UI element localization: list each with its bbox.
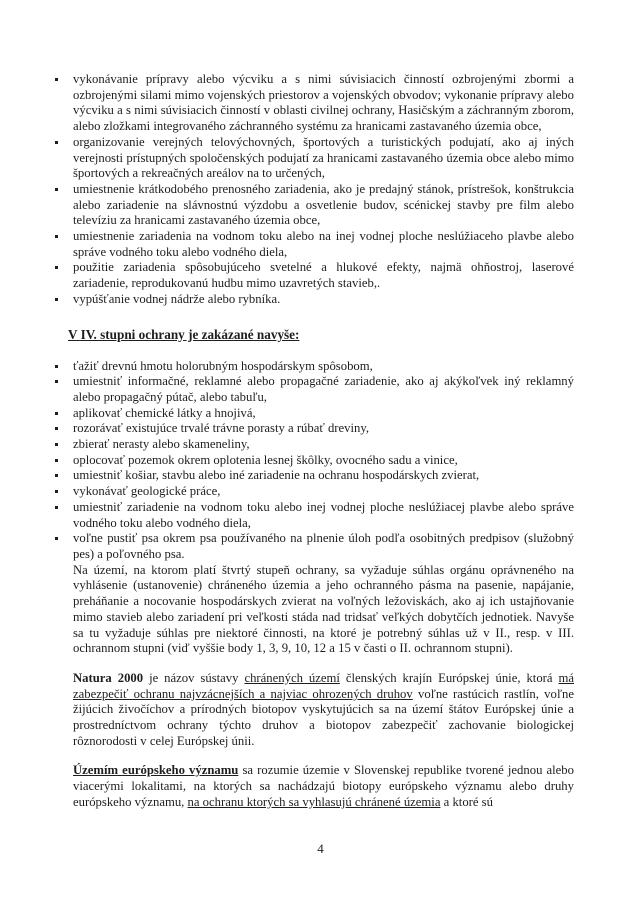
text-run: vypúšťanie vodnej nádrže alebo rybníka. bbox=[73, 291, 281, 306]
bullet-icon bbox=[55, 365, 58, 368]
list-item-text bbox=[73, 468, 479, 482]
list-item-text bbox=[73, 500, 574, 530]
list-item-text bbox=[73, 72, 574, 133]
text-run: zbierať nerasty alebo skameneliny, bbox=[73, 437, 250, 452]
list-item-text bbox=[73, 359, 373, 373]
list-item bbox=[73, 182, 574, 229]
text-run: umiestniť košiar, stavbu alebo iné zariadenie na ochranu hospodárskych zvierat, bbox=[73, 468, 480, 483]
text-run: Na území, na ktorom platí štvrtý stupeň ochrany, sa vyžaduje súhlas orgánu oprávneného na vyhlásenie (ustanovenie) chráneného územia a jeho ochranného pásma na pasenie, napájanie, preháňanie a nocovanie hospodárskych zvierat na voľných ležoviskách, ako aj ich ustajňovanie mimo stavieb alebo zariadení pri veľkosti stáda nad tridsať veľkých dobytčích jednotiek. Navyše sa tu vyžaduje súhlas pre niektoré činnosti, na ktoré je potrebný súhlas už v II., resp. v III. ochrannom stupni (viď vyššie body 1, 3, 9, 10, 12 a 15 v časti o II. ochrannom stupni). bbox=[73, 562, 574, 656]
list-item-text bbox=[73, 437, 250, 451]
list-item bbox=[73, 453, 574, 469]
list-item bbox=[73, 531, 574, 562]
list-item bbox=[73, 260, 574, 291]
bullet-icon bbox=[55, 141, 58, 144]
text-run: má zabezpečiť ochranu najvzácnejších a najviac ohrozených druhov bbox=[73, 670, 575, 701]
paragraph bbox=[73, 763, 574, 810]
list-item bbox=[73, 437, 574, 453]
text-run: umiestnenie zariadenia na vodnom toku alebo na inej vodnej ploche neslúžiaceho plavbe alebo správe vodného toku alebo vodného diela, bbox=[73, 229, 574, 259]
list-item bbox=[73, 72, 574, 135]
text-run: členských krajín Európskej únie, ktorá bbox=[339, 670, 559, 685]
list-item bbox=[73, 135, 574, 182]
text-run: rozorávať existujúce trvalé trávne porasty a rúbať dreviny, bbox=[73, 421, 370, 436]
page-number: 4 bbox=[317, 841, 324, 856]
bullet-icon bbox=[55, 443, 58, 446]
text-run: na ochranu ktorých sa vyhlasujú chránené územia bbox=[187, 794, 441, 809]
list-item-text bbox=[73, 182, 574, 227]
list-item bbox=[73, 500, 574, 531]
text-run: sa rozumie územie v Slovenskej republike tvorené jednou alebo viacerými lokalitami, na ktorých sa nachádzajú biotopy európskeho významu alebo druhy európskeho významu, bbox=[73, 763, 574, 809]
list-item-text bbox=[73, 406, 256, 420]
section-heading bbox=[68, 327, 574, 343]
text-run: a ktoré sú bbox=[440, 794, 493, 809]
text-run: chránených území bbox=[244, 670, 340, 685]
text-run: organizovanie verejných telovýchovných, športových a turistických podujatí, ako aj iných verejnosti prístupných spoločenských podujatí za hranicami zastavaného územia obce alebo mimo športových a rekreačných areálov na to určených, bbox=[73, 134, 574, 181]
list-item bbox=[73, 468, 574, 484]
bullet-list bbox=[73, 359, 574, 563]
text-run: aplikovať chemické látky a hnojivá, bbox=[73, 405, 256, 420]
paragraph bbox=[73, 671, 574, 750]
paragraph bbox=[73, 563, 574, 657]
text-run: umiestniť informačné, reklamné alebo propagačné zariadenie, ako aj akýkoľvek iný reklamný alebo propagačný pútač, alebo tabuľu, bbox=[73, 374, 574, 404]
bullet-icon bbox=[55, 78, 58, 81]
list-item bbox=[73, 406, 574, 422]
list-item-text bbox=[73, 229, 574, 259]
bullet-icon bbox=[55, 490, 58, 493]
list-item-text bbox=[73, 292, 280, 306]
text-run: vykonávanie prípravy alebo výcviku a s nimi súvisiacich činností ozbrojenými zbormi a ozbrojenými silami mimo vojenských priestorov a vojenských obvodov; vykonanie prípravy alebo výcviku a s nimi súvisiacich činností v oblasti civilnej ochrany, Hasičským a záchranným zborom, alebo zložkami integrovaného záchranného systému za hranicami zastavaného územia obce, bbox=[73, 72, 574, 134]
bullet-icon bbox=[55, 188, 58, 191]
list-item-text bbox=[73, 484, 220, 498]
bullet-icon bbox=[55, 412, 58, 415]
list-item-text bbox=[73, 453, 458, 467]
list-item-text bbox=[73, 135, 574, 180]
bullet-icon bbox=[55, 459, 58, 462]
bullet-icon bbox=[55, 298, 58, 301]
list-item bbox=[73, 421, 574, 437]
bullet-icon bbox=[55, 506, 58, 509]
text-run: použitie zariadenia spôsobujúceho svetelné a hlukové efekty, najmä ohňostroj, laserové zariadenie, reprodukovanú hudbu mimo uzavretých stavieb,. bbox=[73, 260, 574, 291]
bullet-icon bbox=[55, 266, 58, 269]
text-run: umiestnenie krátkodobého prenosného zariadenia, ako je predajný stánok, prístrešok, konštrukcia alebo zariadenie na slávnostnú výzdobu a osvetlenie budov, scénickej stavby pre film alebo televíziu za hranicami zastavaného územia obce, bbox=[73, 181, 574, 228]
bullet-icon bbox=[55, 474, 58, 477]
text-run: vykonávať geologické práce, bbox=[73, 484, 221, 499]
list-item-text bbox=[73, 531, 574, 561]
text-run: oplocovať pozemok okrem oplotenia lesnej škôlky, ovocného sadu a vinice, bbox=[73, 452, 458, 467]
bullet-list bbox=[73, 72, 574, 308]
bullet-icon bbox=[55, 235, 58, 238]
text-run: voľne pustiť psa okrem psa používaného na plnenie úloh podľa osobitných predpisov (služobný pes) a poľovného psa. bbox=[73, 531, 574, 561]
text-run: V IV. stupni ochrany je zakázané navyše: bbox=[68, 326, 300, 342]
document-content bbox=[68, 72, 575, 811]
text-run: Natura 2000 bbox=[73, 670, 144, 685]
list-item bbox=[73, 484, 574, 500]
list-item-text bbox=[73, 260, 574, 290]
list-item bbox=[73, 292, 574, 308]
list-item bbox=[73, 229, 574, 260]
bullet-icon bbox=[55, 427, 58, 430]
text-run: umiestniť zariadenie na vodnom toku alebo inej vodnej ploche neslúžiacej plavbe alebo správe vodného toku alebo vodného diela, bbox=[73, 499, 574, 530]
text-run: voľne rastúcich rastlín, voľne žijúcich živočíchov a prírodných biotopov vyskytujúcich sa na území štátov Európskej únie a prostredníctvom ochrany týchto druhov a biotopov zabezpečiť zachovanie biologickej rôznorodosti v celej Európskej únii. bbox=[73, 686, 574, 748]
list-item bbox=[73, 359, 574, 375]
text-run: ťažiť drevnú hmotu holorubným hospodárskym spôsobom, bbox=[73, 358, 373, 373]
bullet-icon bbox=[55, 537, 58, 540]
list-item-text bbox=[73, 421, 369, 435]
text-run: Územím európskeho významu bbox=[73, 763, 239, 778]
bullet-icon bbox=[55, 380, 58, 383]
text-run: je názov sústavy bbox=[143, 670, 245, 685]
list-item-text bbox=[73, 374, 574, 404]
list-item bbox=[73, 374, 574, 405]
